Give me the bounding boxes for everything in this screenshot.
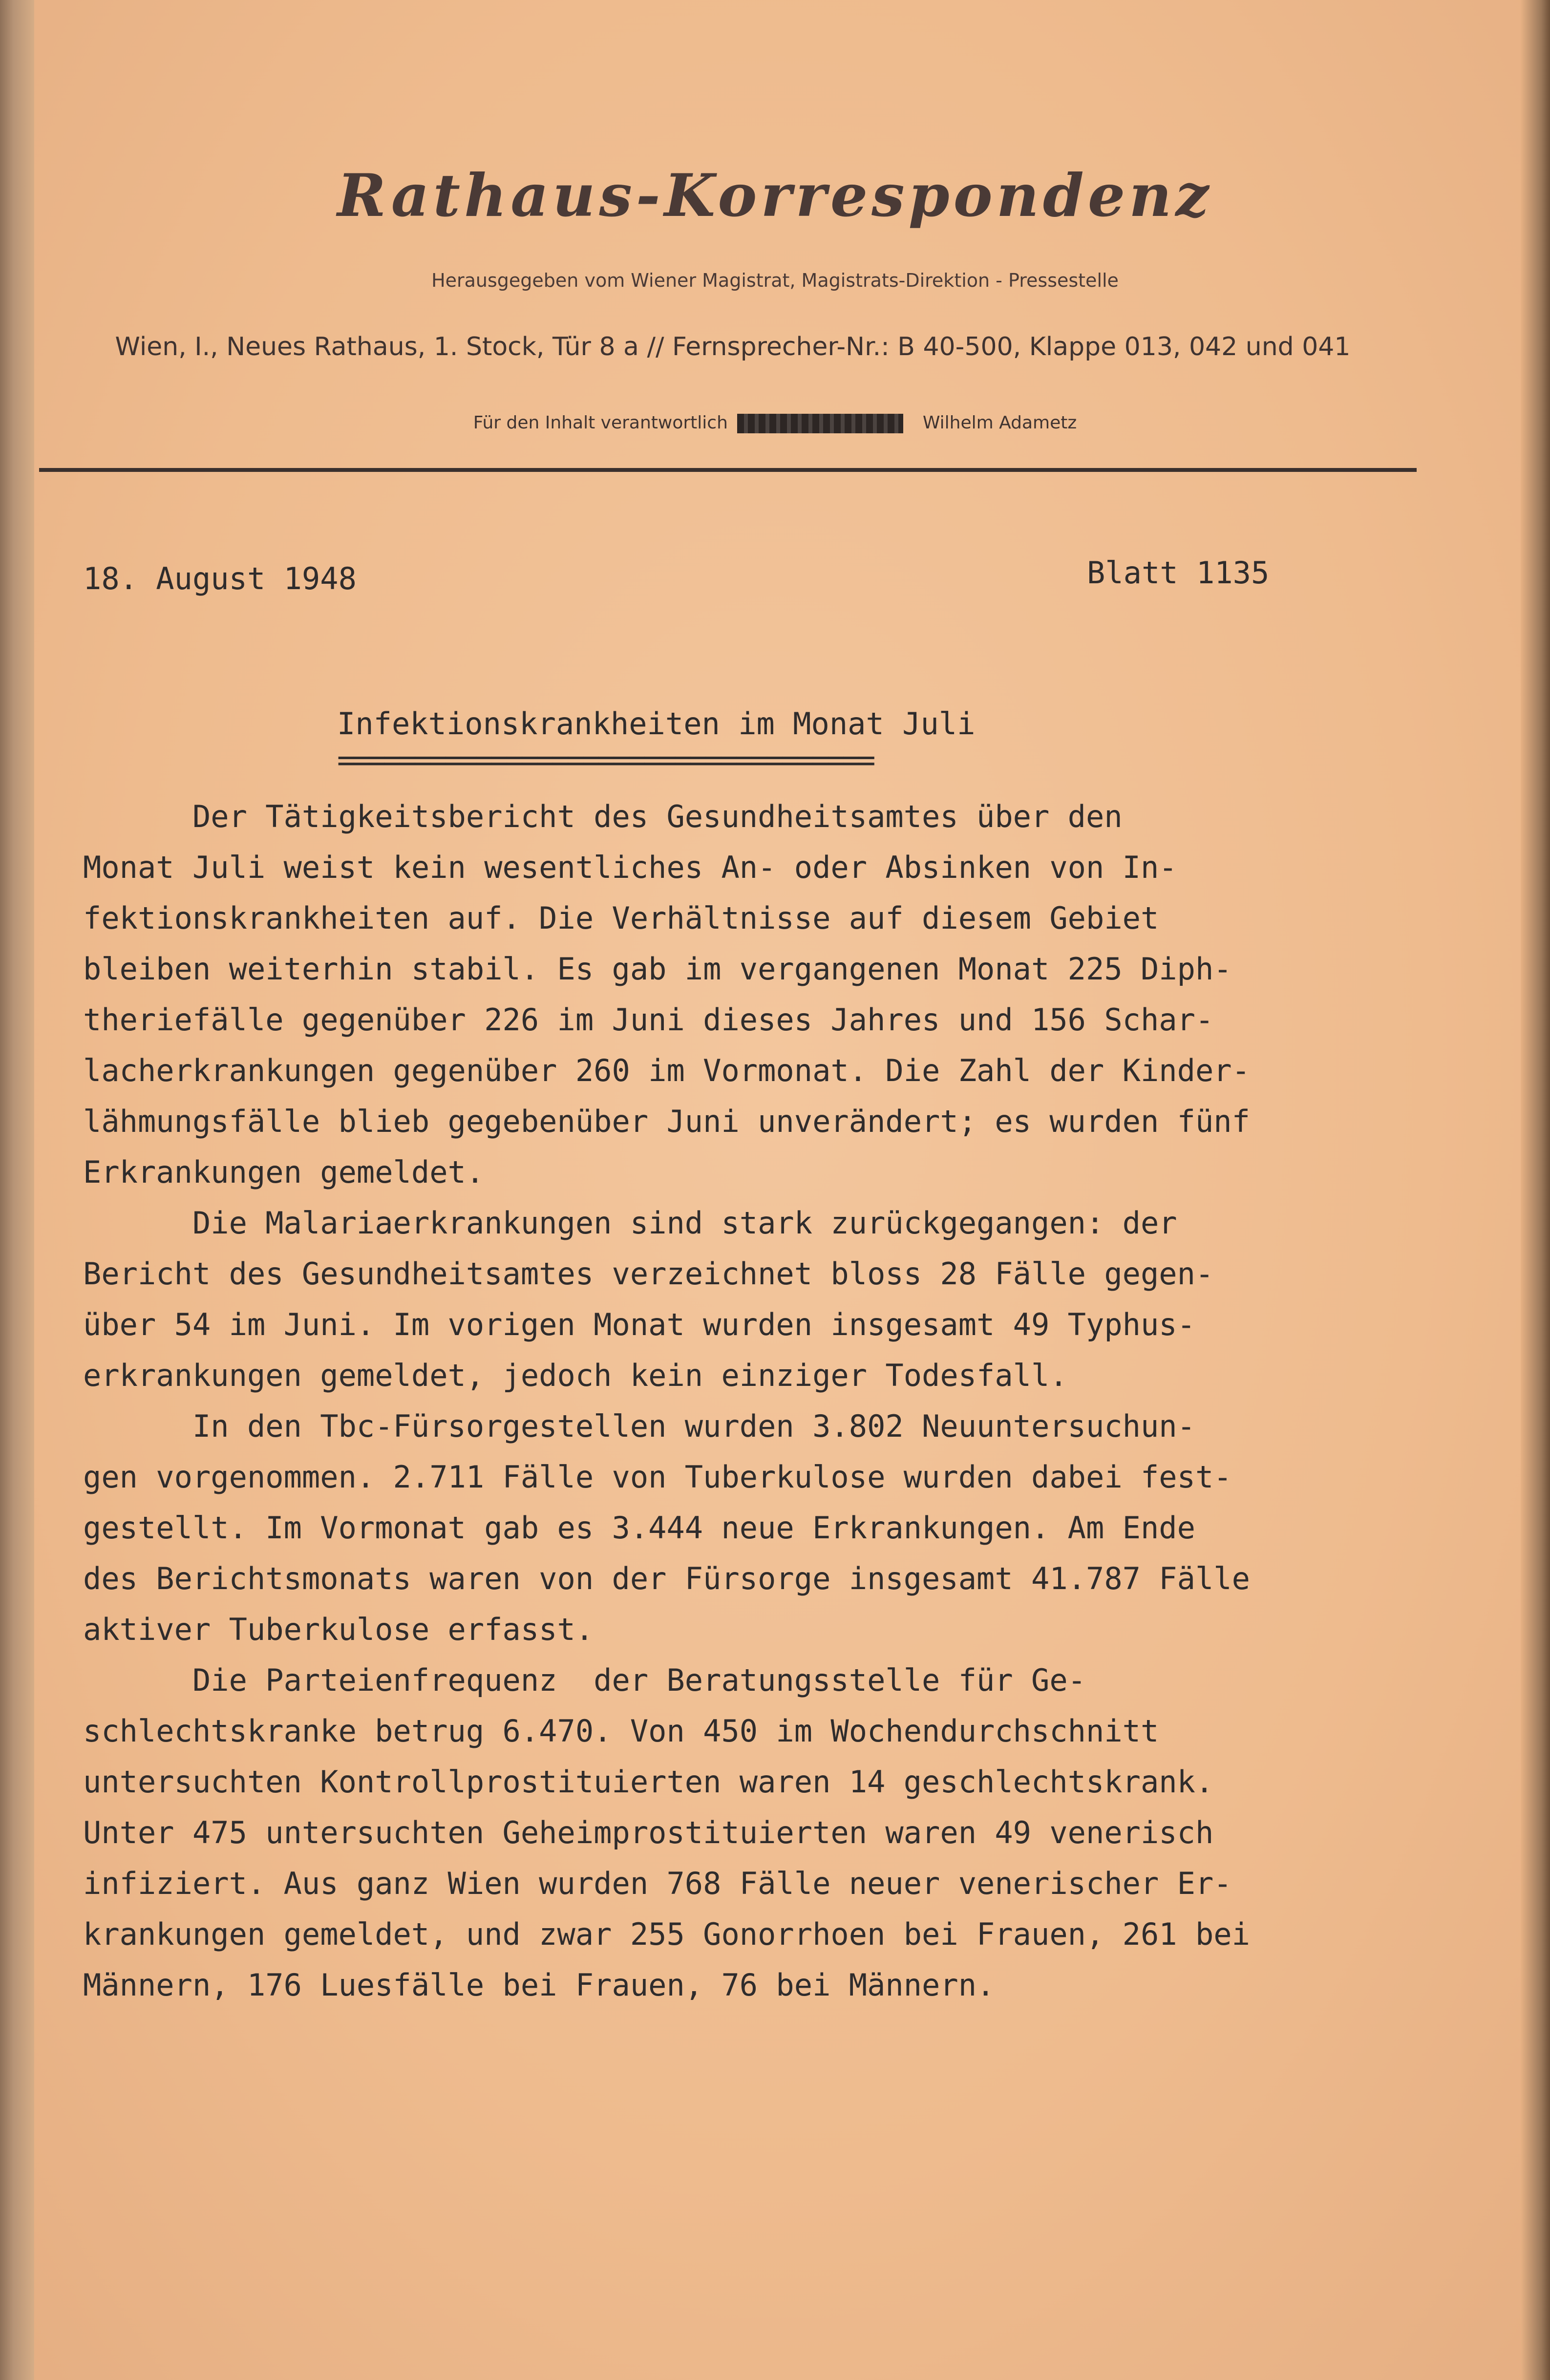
body-line: theriefälle gegenüber 226 im Juni dieses Jahres und 156 Schar-	[83, 1002, 1214, 1038]
body-line: Der Tätigkeitsbericht des Gesundheitsamtes über den	[83, 799, 1123, 834]
body-line: Unter 475 untersuchten Geheimprostituierten waren 49 venerisch	[83, 1815, 1214, 1850]
body-line: erkrankungen gemeldet, jedoch kein einziger Todesfall.	[83, 1358, 1068, 1393]
body-line: Die Parteienfrequenz der Beratungsstelle für Ge-	[83, 1662, 1086, 1698]
masthead-responsible	[0, 413, 1550, 433]
body-line: Bericht des Gesundheitsamtes verzeichnet bloss 28 Fälle gegen-	[83, 1256, 1214, 1292]
masthead-address: Wien, I., Neues Rathaus, 1. Stock, Tür 8 a // Fernsprecher-Nr.: B 40-500, Klappe 013, 042 und 041	[115, 332, 1351, 361]
redaction-bar	[737, 414, 903, 433]
sheet-number: Blatt 1135	[1087, 555, 1270, 591]
body-line: gen vorgenommen. 2.711 Fälle von Tuberkulose wurden dabei fest-	[83, 1459, 1232, 1495]
responsible-name: Wilhelm Adametz	[922, 413, 1077, 433]
body-line: Männern, 176 Luesfälle bei Frauen, 76 bei Männern.	[83, 1967, 995, 2003]
masthead-rule	[39, 468, 1417, 472]
masthead-subtitle: Herausgegeben vom Wiener Magistrat, Magistrats-Direktion - Pressestelle	[431, 270, 1119, 291]
body-line: schlechtskranke betrug 6.470. Von 450 im Wochendurchschnitt	[83, 1713, 1159, 1749]
body-line: bleiben weiterhin stabil. Es gab im vergangenen Monat 225 Diph-	[83, 951, 1232, 987]
body-line: aktiver Tuberkulose erfasst.	[83, 1612, 594, 1647]
body-line: infiziert. Aus ganz Wien wurden 768 Fälle neuer venerischer Er-	[83, 1866, 1232, 1901]
body-line: untersuchten Kontrollprostituierten waren 14 geschlechtskrank.	[83, 1764, 1214, 1800]
page-edge	[1521, 0, 1550, 2380]
body-line: über 54 im Juni. Im vorigen Monat wurden insgesamt 49 Typhus-	[83, 1307, 1195, 1342]
issue-date: 18. August 1948	[83, 561, 357, 596]
article-body	[83, 791, 1402, 2011]
body-line: fektionskrankheiten auf. Die Verhältnisse auf diesem Gebiet	[83, 900, 1159, 936]
headline-underline: ===================================	[337, 742, 873, 778]
body-line: In den Tbc-Fürsorgestellen wurden 3.802 Neuuntersuchun-	[83, 1408, 1195, 1444]
body-line: gestellt. Im Vormonat gab es 3.444 neue Erkrankungen. Am Ende	[83, 1510, 1195, 1546]
body-line: krankungen gemeldet, und zwar 255 Gonorrhoen bei Frauen, 261 bei	[83, 1916, 1250, 1952]
book-binding	[0, 0, 34, 2380]
body-line: Die Malariaerkrankungen sind stark zurückgegangen: der	[83, 1205, 1177, 1241]
responsible-label: Für den Inhalt verantwortlich	[473, 413, 728, 433]
body-line: Erkrankungen gemeldet.	[83, 1154, 485, 1190]
body-line: Monat Juli weist kein wesentliches An- oder Absinken von In-	[83, 850, 1177, 885]
body-line: lähmungsfälle blieb gegebenüber Juni unverändert; es wurden fünf	[83, 1104, 1250, 1139]
body-line: lacherkrankungen gegenüber 260 im Vormonat. Die Zahl der Kinder-	[83, 1053, 1250, 1088]
body-line: des Berichtsmonats waren von der Fürsorge insgesamt 41.787 Fälle	[83, 1561, 1250, 1596]
masthead-title: Rathaus-Korrespondenz	[337, 161, 1213, 230]
article-headline: Infektionskrankheiten im Monat Juli	[337, 706, 976, 742]
